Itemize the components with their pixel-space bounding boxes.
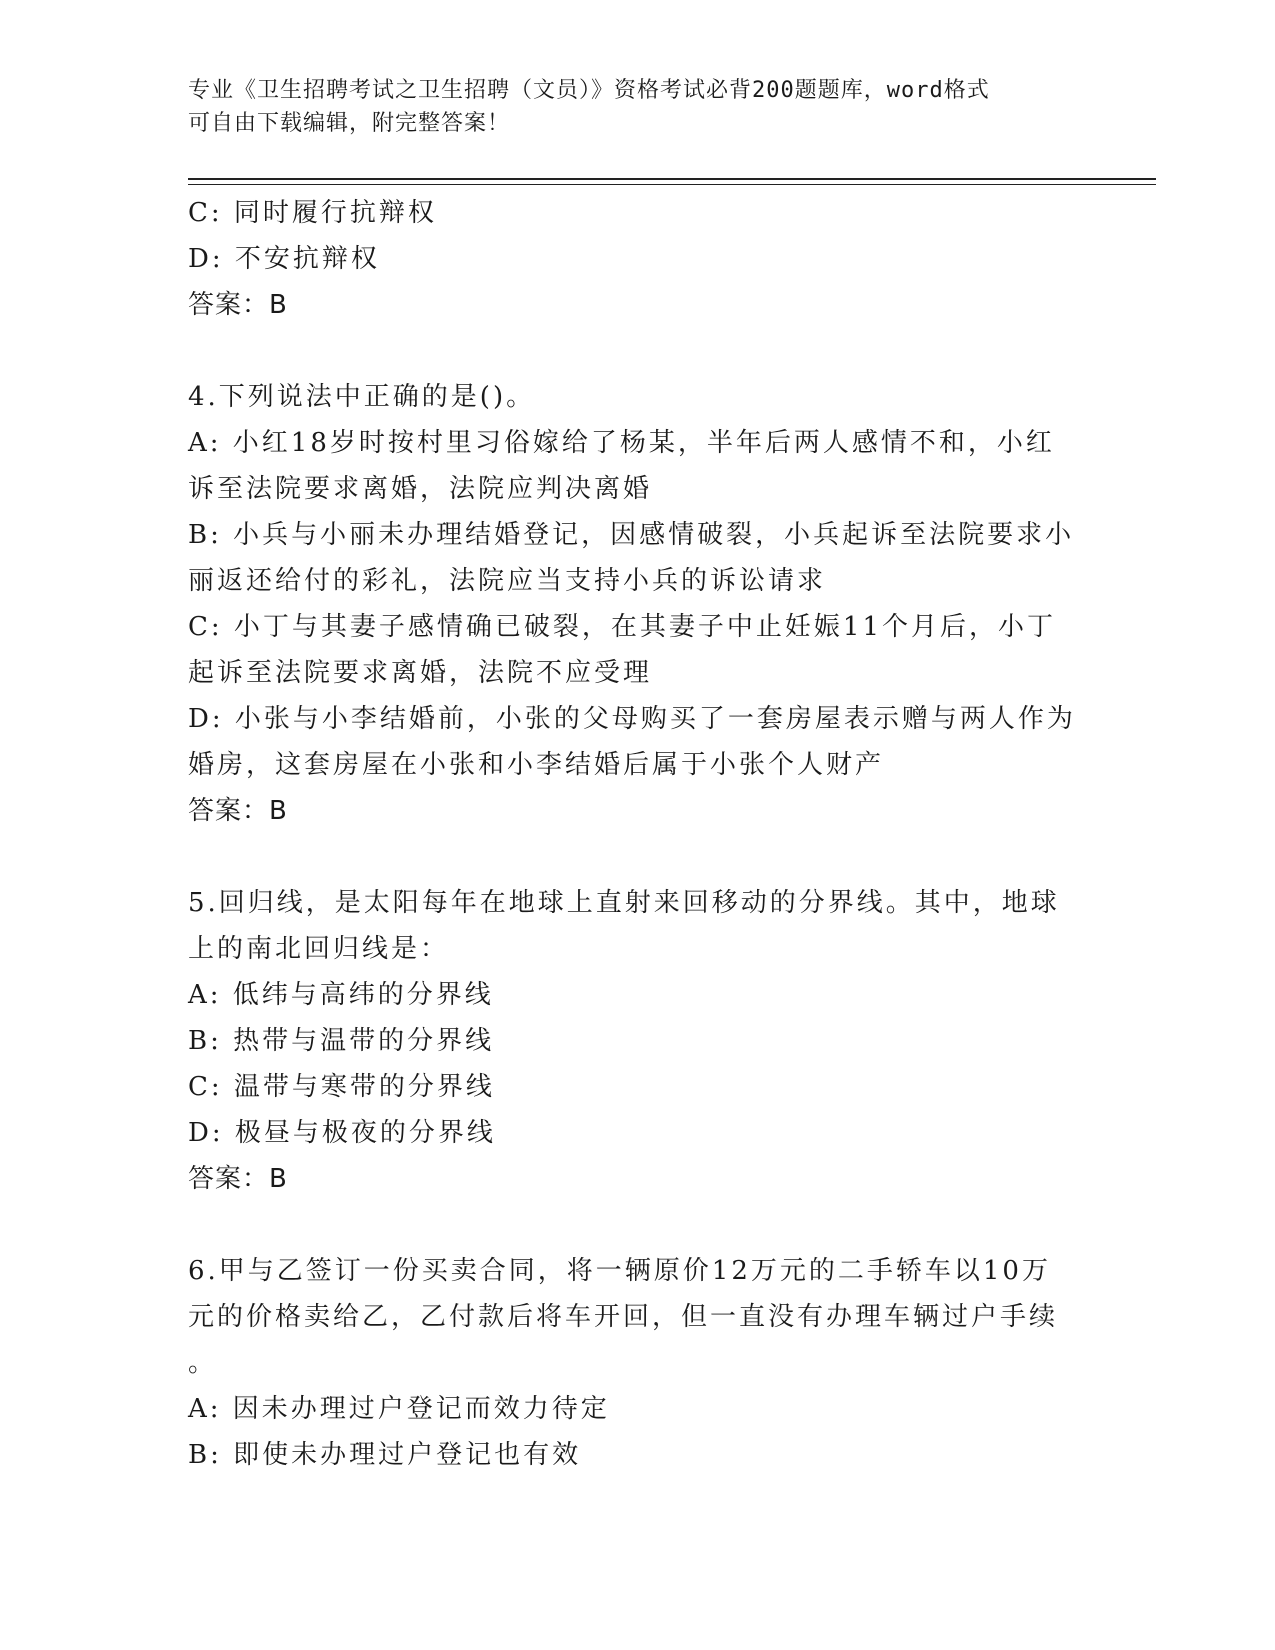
question-stem-continued: 元的价格卖给乙，乙付款后将车开回，但一直没有办理车辆过户手续 bbox=[188, 1302, 1059, 1332]
option-b: B: 热带与温带的分界线 bbox=[188, 1026, 495, 1056]
option-c: C: 小丁与其妻子感情确已破裂，在其妻子中止妊娠11个月后，小丁 bbox=[188, 612, 1057, 642]
question-stem: 6.甲与乙签订一份买卖合同，将一辆原价12万元的二手轿车以10万 bbox=[188, 1256, 1051, 1286]
option-d: D: 小张与小李结婚前，小张的父母购买了一套房屋表示赠与两人作为 bbox=[188, 704, 1076, 734]
answer-line: 答案：B bbox=[188, 290, 288, 320]
option-d: D: 不安抗辩权 bbox=[188, 244, 380, 274]
option-c-continued: 起诉至法院要求离婚，法院不应受理 bbox=[188, 658, 653, 688]
option-b: B: 即使未办理过户登记也有效 bbox=[188, 1440, 582, 1470]
header-title-line-1: 专业《卫生招聘考试之卫生招聘（文员）》资格考试必背200题题库，word格式 bbox=[188, 78, 990, 103]
option-b-continued: 丽返还给付的彩礼，法院应当支持小兵的诉讼请求 bbox=[188, 566, 827, 596]
spacer bbox=[188, 1202, 1088, 1248]
question-stem: 4.下列说法中正确的是()。 bbox=[188, 382, 536, 412]
spacer bbox=[188, 328, 1088, 374]
document-header bbox=[188, 74, 1088, 140]
answer-line: 答案：B bbox=[188, 796, 288, 826]
question-4 bbox=[188, 374, 1088, 834]
option-a: A: 低纬与高纬的分界线 bbox=[188, 980, 494, 1010]
header-title-line-2: 可自由下载编辑，附完整答案！ bbox=[188, 111, 511, 136]
option-d-continued: 婚房，这套房屋在小张和小李结婚后属于小张个人财产 bbox=[188, 750, 885, 780]
option-a: A: 因未办理过户登记而效力待定 bbox=[188, 1394, 610, 1424]
option-d: D: 极昼与极夜的分界线 bbox=[188, 1118, 496, 1148]
question-stem-continued: 上的南北回归线是： bbox=[188, 934, 450, 964]
question-6 bbox=[188, 1248, 1088, 1478]
question-stem: 5.回归线，是太阳每年在地球上直射来回移动的分界线。其中，地球 bbox=[188, 888, 1060, 918]
question-5 bbox=[188, 880, 1088, 1202]
option-b: B: 小兵与小丽未办理结婚登记，因感情破裂，小兵起诉至法院要求小 bbox=[188, 520, 1075, 550]
question-stem-end: 。 bbox=[188, 1348, 218, 1378]
answer-line: 答案：B bbox=[188, 1164, 288, 1194]
option-c: C: 同时履行抗辩权 bbox=[188, 198, 437, 228]
option-a: A: 小红18岁时按村里习俗嫁给了杨某，半年后两人感情不和，小红 bbox=[188, 428, 1055, 458]
header-divider-thin bbox=[188, 184, 1156, 185]
question-list bbox=[188, 190, 1088, 1478]
option-c: C: 温带与寒带的分界线 bbox=[188, 1072, 495, 1102]
option-a-continued: 诉至法院要求离婚，法院应判决离婚 bbox=[188, 474, 653, 504]
header-divider-thick bbox=[188, 178, 1156, 180]
question-3-tail bbox=[188, 190, 1088, 328]
spacer bbox=[188, 834, 1088, 880]
